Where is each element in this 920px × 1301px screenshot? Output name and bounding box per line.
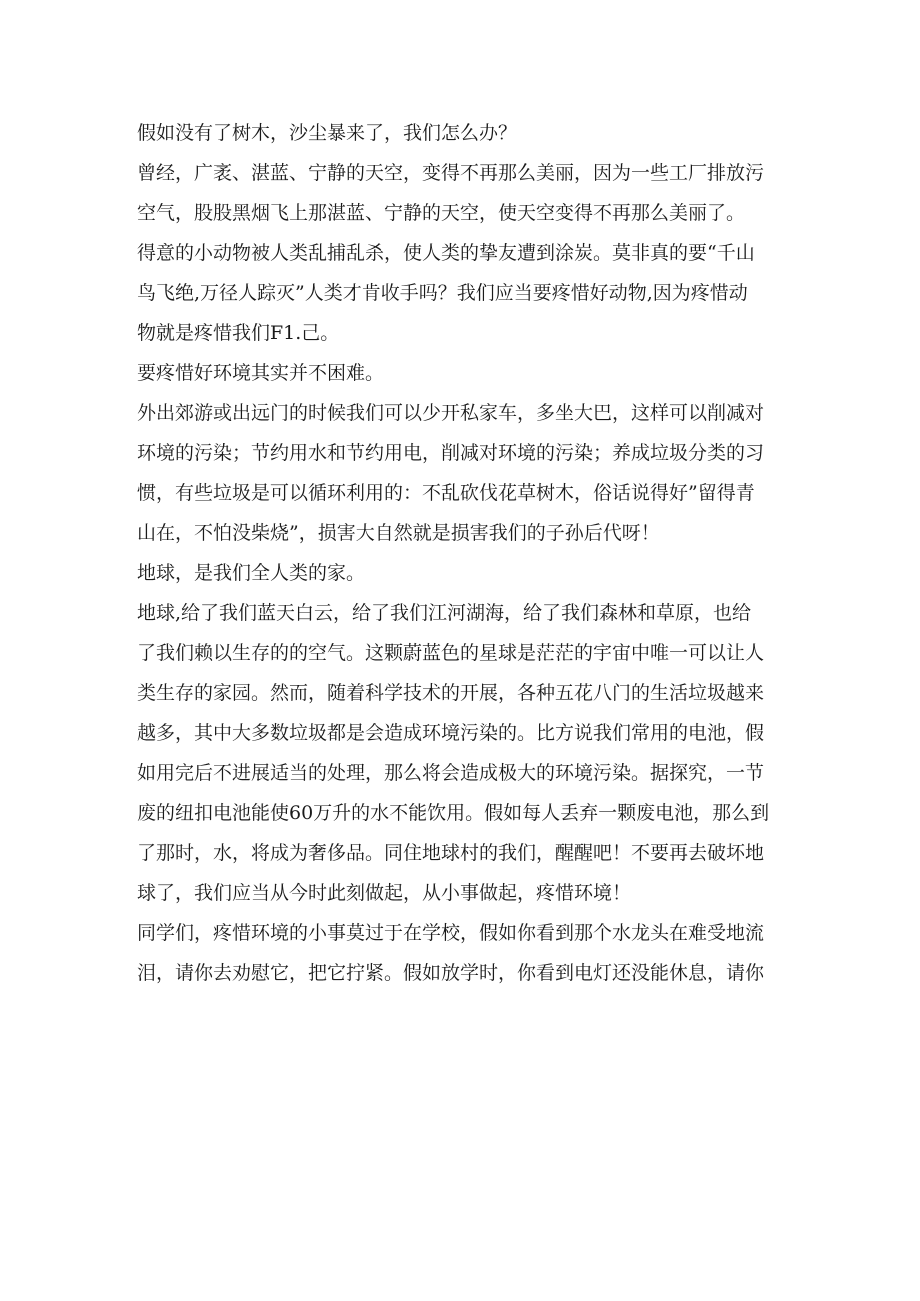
text-line: 山在，不怕没柴烧”，损害大自然就是损害我们的子孙后代呀！ [137, 522, 660, 544]
text-line: 泪，请你去劝慰它，把它拧紧。假如放学时，你看到电灯还没能休息，请你 [137, 962, 765, 984]
paragraph [137, 353, 797, 393]
text-line: 环境的污染；节约用水和节约用电，削减对环境的污染；养成垃圾分类的习 [137, 442, 765, 464]
text-line: 了那时，水，将成为奢侈品。同住地球村的我们，醒醒吧！不要再去破坏地 [137, 842, 765, 864]
text-line: 惯，有些垃圾是可以循环利用的：不乱砍伐花草树木，俗话说得好”留得青 [137, 482, 755, 504]
text-line: 越多，其中大多数垃圾都是会造成环境污染的。比方说我们常用的电池，假 [137, 722, 765, 744]
text-line: 同学们，疼惜环境的小事莫过于在学校，假如你看到那个水龙头在难受地流 [137, 922, 765, 944]
text-line: 地球,给了我们蓝天白云，给了我们江河湖海，给了我们森林和草原，也给 [137, 602, 752, 624]
paragraph [137, 393, 797, 553]
text-line: 物就是疼惜我们F1.己。 [137, 322, 340, 344]
text-line: 废的纽扣电池能使60万升的水不能饮用。假如每人丢弃一颗废电池，那么到 [137, 802, 770, 824]
text-line: 了我们赖以生存的的空气。这颗蔚蓝色的星球是茫茫的宇宙中唯一可以让人 [137, 642, 765, 664]
text-line: 得意的小动物被人类乱捕乱杀，使人类的挚友遭到涂炭。莫非真的要“千山 [137, 242, 755, 264]
paragraph [137, 593, 797, 913]
paragraph [137, 113, 797, 153]
text-line: 曾经，广袤、湛蓝、宁静的天空，变得不再那么美丽，因为一些工厂排放污 [137, 162, 765, 184]
paragraph [137, 553, 797, 593]
text-line: 外出郊游或出远门的时候我们可以少开私家车，多坐大巴，这样可以削减对 [137, 402, 765, 424]
paragraph [137, 233, 797, 353]
text-line: 地球，是我们全人类的家。 [137, 562, 366, 584]
text-line: 类生存的家园。然而，随着科学技术的开展，各种五花八门的生活垃圾越来 [137, 682, 765, 704]
document-page [137, 113, 797, 993]
text-line: 如用完后不进展适当的处理，那么将会造成极大的环境污染。据探究，一节 [137, 762, 765, 784]
text-line: 空气，股股黑烟飞上那湛蓝、宁静的天空，使天空变得不再那么美丽了。 [137, 202, 746, 224]
text-line: 球了，我们应当从今时此刻做起，从小事做起，疼惜环境！ [137, 882, 632, 904]
text-line: 假如没有了树木，沙尘暴来了，我们怎么办？ [137, 122, 518, 144]
paragraph [137, 913, 797, 993]
paragraph [137, 153, 797, 233]
text-line: 要疼惜好环境其实并不困难。 [137, 362, 385, 384]
text-line: 鸟飞绝,万径人踪灭”人类才肯收手吗？我们应当要疼惜好动物,因为疼惜动 [137, 282, 748, 304]
